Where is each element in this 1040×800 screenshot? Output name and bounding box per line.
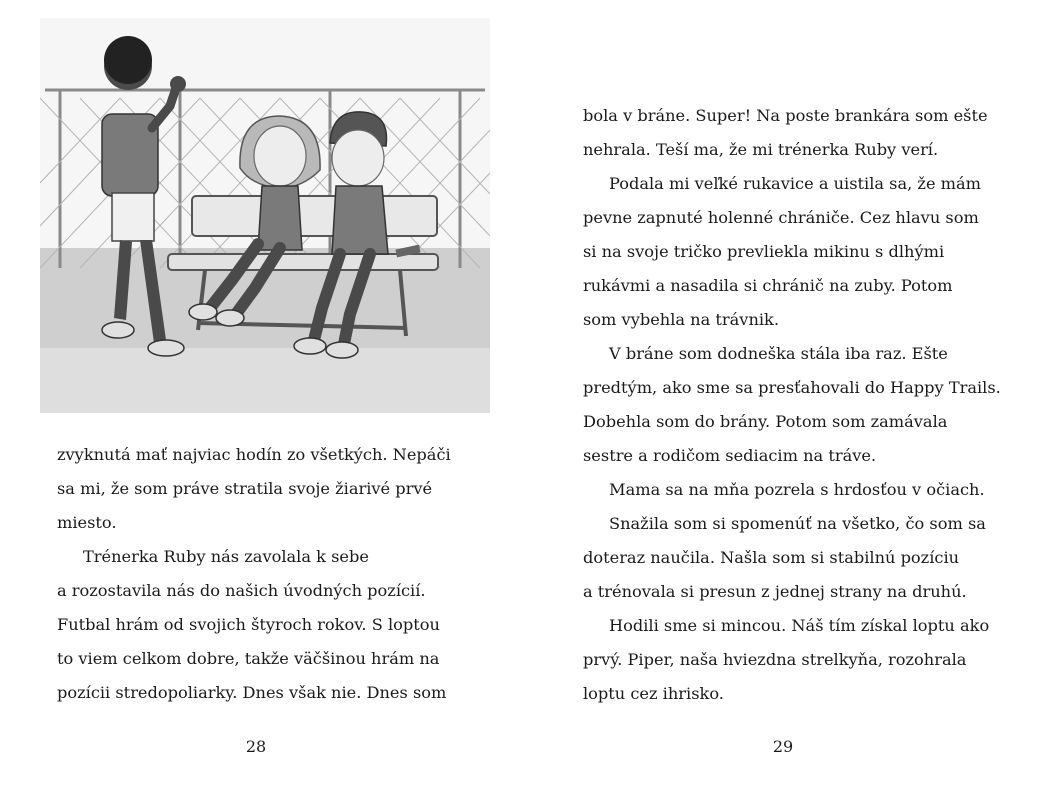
text-line: a rozostavila nás do našich úvodných pozícií. <box>57 581 426 600</box>
text-line: Snažila som si spomenúť na všetko, čo som sa <box>609 514 986 533</box>
text-line: V bráne som dodneška stála iba raz. Ešte <box>609 344 948 363</box>
text-line: prvý. Piper, naša hviezdna strelkyňa, rozohrala <box>583 650 967 669</box>
text-line: Trénerka Ruby nás zavolala k sebe <box>83 547 369 566</box>
text-line: bola v bráne. Super! Na poste brankára som ešte <box>583 106 988 125</box>
kids-on-bench-illustration <box>40 18 490 413</box>
text-line: sa mi, že som práve stratila svoje žiarivé prvé <box>57 479 433 498</box>
text-line: si na svoje tričko prevliekla mikinu s dlhými <box>583 242 945 261</box>
text-line: Dobehla som do brány. Potom som zamávala <box>583 412 948 431</box>
text-line: rukávmi a nasadila si chránič na zuby. Potom <box>583 276 953 295</box>
text-line: loptu cez ihrisko. <box>583 684 724 703</box>
text-line: pevne zapnuté holenné chrániče. Cez hlavu som <box>583 208 979 227</box>
text-line: to viem celkom dobre, takže väčšinou hrám na <box>57 649 440 668</box>
page-number-right: 29 <box>772 737 794 756</box>
right-page-text <box>583 99 1003 711</box>
text-line: zvyknutá mať najviac hodín zo všetkých. Nepáči <box>57 445 451 464</box>
text-line: pozícii stredopoliarky. Dnes však nie. Dnes som <box>57 683 447 702</box>
illustration-svg <box>40 18 490 413</box>
text-line: Podala mi veľké rukavice a uistila sa, že mám <box>609 174 982 193</box>
text-line: Hodili sme si mincou. Náš tím získal loptu ako <box>609 616 990 635</box>
text-line: doteraz naučila. Našla som si stabilnú pozíciu <box>583 548 960 567</box>
text-line: a trénovala si presun z jednej strany na druhú. <box>583 582 967 601</box>
text-line: miesto. <box>57 513 117 532</box>
text-line: sestre a rodičom sediacim na tráve. <box>583 446 877 465</box>
text-line: nehrala. Teší ma, že mi trénerka Ruby verí. <box>583 140 939 159</box>
text-line: Futbal hrám od svojich štyroch rokov. S loptou <box>57 615 440 634</box>
text-line: som vybehla na trávnik. <box>583 310 779 329</box>
left-page-text <box>57 438 457 710</box>
page-number-left: 28 <box>245 737 267 756</box>
text-line: Mama sa na mňa pozrela s hrdosťou v očiach. <box>609 480 985 499</box>
text-line: predtým, ako sme sa presťahovali do Happy Trails. <box>583 378 1001 397</box>
